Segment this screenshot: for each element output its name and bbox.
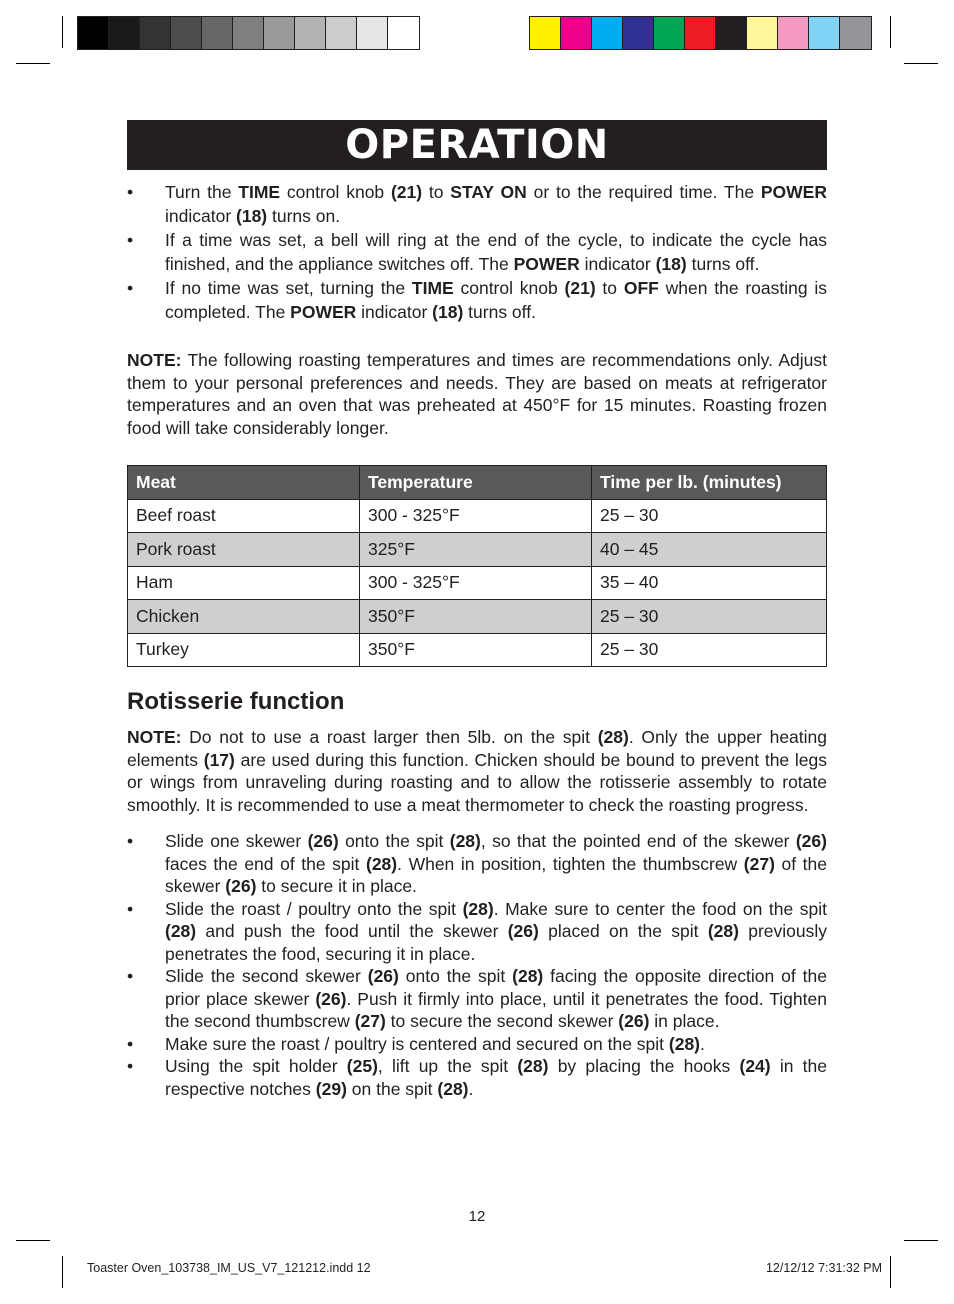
color-swatch: [233, 17, 264, 49]
color-swatch: [716, 17, 747, 49]
table-cell: Turkey: [128, 633, 360, 667]
color-swatch: [592, 17, 623, 49]
color-swatch: [530, 17, 561, 49]
crop-mark: [16, 1240, 50, 1241]
grayscale-bar: [77, 16, 420, 50]
table-row: [128, 499, 827, 533]
table-cell: 300 - 325°F: [360, 499, 592, 533]
color-swatch: [654, 17, 685, 49]
color-swatch: [747, 17, 778, 49]
table-cell: Pork roast: [128, 533, 360, 567]
table-header-row: [128, 466, 827, 500]
color-swatch: [295, 17, 326, 49]
table-cell: 25 – 30: [592, 600, 827, 634]
color-swatch: [264, 17, 295, 49]
color-swatch: [78, 17, 109, 49]
table-cell: 40 – 45: [592, 533, 827, 567]
page-title: OPERATION: [127, 120, 827, 170]
roasting-note: NOTE: The following roasting temperatures and times are recommendations only. Adjust them to your personal preferences and needs. They are based on meats at refrigerator temperatures and an oven that was preheated at 450°F for 15 minutes. Roasting frozen food will take considerably longer.: [127, 350, 827, 438]
color-swatch: [685, 17, 716, 49]
color-swatch: [840, 17, 871, 49]
list-item: • Make sure the roast / poultry is centered and secured on the spit (28).: [127, 1033, 827, 1056]
crop-mark: [62, 16, 63, 48]
list-item: • If no time was set, turning the TIME control knob (21) to OFF when the roasting is completed. The POWER indicator (18) turns off.: [127, 276, 827, 324]
table-cell: 25 – 30: [592, 633, 827, 667]
color-swatch: [778, 17, 809, 49]
table-row: [128, 600, 827, 634]
table-cell: 25 – 30: [592, 499, 827, 533]
table-cell: 300 - 325°F: [360, 566, 592, 600]
rotisserie-steps: [127, 830, 827, 1100]
color-swatch: [326, 17, 357, 49]
file-name-slug: Toaster Oven_103738_IM_US_V7_121212.indd 12: [87, 1261, 371, 1275]
table-cell: Beef roast: [128, 499, 360, 533]
column-header-temperature: Temperature: [360, 466, 592, 500]
page-number: 12: [468, 1208, 486, 1225]
color-swatch: [202, 17, 233, 49]
crop-mark: [904, 1240, 938, 1241]
table-row: [128, 633, 827, 667]
roasting-table: [127, 465, 827, 667]
crop-mark: [890, 1256, 891, 1288]
crop-mark: [890, 16, 891, 48]
page-content: [127, 120, 827, 1100]
rotisserie-note: NOTE: Do not to use a roast larger then 5lb. on the spit (28). Only the upper heating elements (17) are used during this function. Chicken should be bound to prevent the legs or wings from unraveling during roasting and to allow the rotisserie assembly to rotate smoothly. It is recommended to use a meat thermometer to check the roasting progress.: [127, 727, 827, 815]
list-item: • Slide one skewer (26) onto the spit (28), so that the pointed end of the skewer (26) faces the end of the spit (28). When in position, tighten the thumbscrew (27) of the skewer (26) to secure it in place.: [127, 830, 827, 898]
color-swatch: [171, 17, 202, 49]
table-cell: 325°F: [360, 533, 592, 567]
table-cell: Chicken: [128, 600, 360, 634]
crop-mark: [62, 1256, 63, 1288]
section-heading-rotisserie: Rotisserie function: [127, 688, 345, 715]
table-row: [128, 533, 827, 567]
table-cell: 350°F: [360, 600, 592, 634]
color-swatch: [809, 17, 840, 49]
color-swatch: [109, 17, 140, 49]
table-row: [128, 566, 827, 600]
list-item: • Slide the roast / poultry onto the spit (28). Make sure to center the food on the spit (28) and push the food until the skewer (26) placed on the spit (28) previously penetrates the food, securing it in place.: [127, 898, 827, 966]
intro-bullet-list: [127, 180, 827, 324]
crop-mark: [904, 63, 938, 64]
crop-mark: [16, 63, 50, 64]
color-swatch: [357, 17, 388, 49]
color-swatch: [388, 17, 419, 49]
list-item: • Slide the second skewer (26) onto the spit (28) facing the opposite direction of the prior place skewer (26). Push it firmly into place, until it penetrates the food. Tighten the second thumbscrew (27) to secure the second skewer (26) in place.: [127, 965, 827, 1033]
timestamp-slug: 12/12/12 7:31:32 PM: [765, 1261, 882, 1275]
color-bar: [529, 16, 872, 50]
list-item: • If a time was set, a bell will ring at the end of the cycle, to indicate the cycle has finished, and the appliance switches off. The POWER indicator (18) turns off.: [127, 228, 827, 276]
color-swatch: [140, 17, 171, 49]
table-cell: 350°F: [360, 633, 592, 667]
list-item: • Using the spit holder (25), lift up the spit (28) by placing the hooks (24) in the respective notches (29) on the spit (28).: [127, 1055, 827, 1100]
column-header-meat: Meat: [128, 466, 360, 500]
table-cell: Ham: [128, 566, 360, 600]
table-cell: 35 – 40: [592, 566, 827, 600]
column-header-time: Time per lb. (minutes): [592, 466, 827, 500]
color-swatch: [561, 17, 592, 49]
list-item: • Turn the TIME control knob (21) to STAY ON or to the required time. The POWER indicator (18) turns on.: [127, 180, 827, 228]
color-swatch: [623, 17, 654, 49]
